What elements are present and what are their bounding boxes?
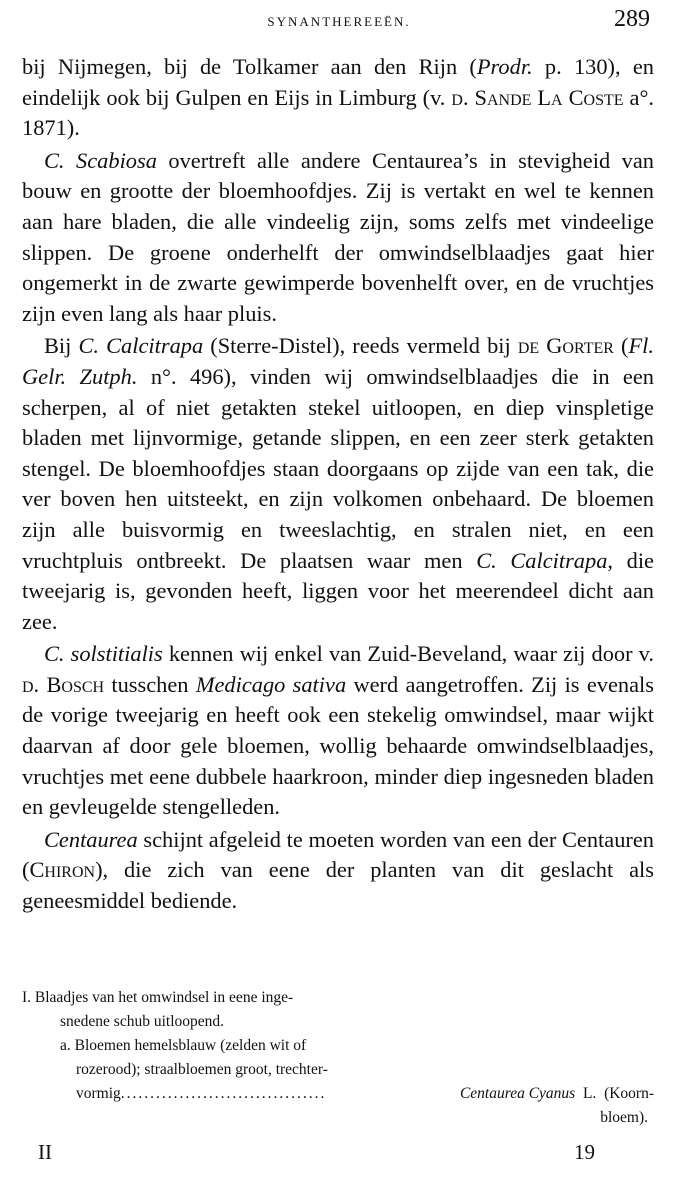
italic-text: Prodr. xyxy=(476,54,533,79)
text-run: Bij xyxy=(44,333,79,359)
common-name: (Koorn- xyxy=(604,1085,654,1102)
text-run: bij Nijmegen, bij de Tolkamer aan den Rijn ( xyxy=(22,54,477,79)
key-line-6: bloem). xyxy=(600,1109,648,1126)
key-line-2: snedene schub uitloopend. xyxy=(60,1013,225,1030)
text-run: kennen wij enkel van Zuid-Beveland, waar zij door v. xyxy=(162,641,654,667)
paragraph xyxy=(22,331,654,637)
text-run: , die tweejarig is, gevonden heeft, liggen voor het meerendeel dicht aan zee. xyxy=(22,547,654,634)
text-run: tusschen xyxy=(104,671,196,697)
italic-text: C. Calcitrapa xyxy=(78,333,204,359)
text-run: n°. 496), vinden wij omwindselblaadjes die in een scherpen, al of niet getakten stekel uitloopen, en diep vinspletige bladen met lijnvormige, getande slippen, en een zeer sterk getakten stengel. De bloemhoofdjes staan doorgaans op zijde van een tak, die ver boven hen uitsteekt, en zijn volkomen onbehaard. De bloemen zijn alle buisvormig en tweeslachtig, en stralen niet, en een vruchtpluis ontbreekt. De plaatsen waar men xyxy=(22,363,654,573)
italic-text: Centaurea xyxy=(44,826,138,852)
signature-mark: II xyxy=(38,1140,52,1164)
small-caps-text: de Gorter xyxy=(517,333,614,359)
text-run: p. 130), en eindelijk ook bij Gulpen en Eijs in Limburg (v. xyxy=(22,54,655,110)
dot-leader: ................................... xyxy=(120,1085,327,1102)
taxon-author: L. xyxy=(582,1085,597,1102)
page-number: 289 xyxy=(614,6,650,32)
determination-key xyxy=(22,986,654,1130)
italic-text: C. Scabiosa xyxy=(44,147,157,173)
running-title: SYNANTHEREEËN. xyxy=(267,14,411,29)
taxon-italic: Centaurea Cyanus xyxy=(459,1085,576,1102)
italic-text: Medicago sativa xyxy=(195,671,347,697)
taxon-name xyxy=(456,1082,654,1106)
page-header xyxy=(22,6,656,40)
italic-text: Fl. Gelr. Zutph. xyxy=(22,333,654,389)
key-line-4: rozerood); straalbloemen groot, trechter- xyxy=(76,1061,328,1078)
body-text xyxy=(22,52,654,917)
text-run: overtreft alle andere Centaurea’s in stevigheid van bouw en grootte der bloemhoofdjes. Zij is vertakt en wel te kennen aan hare bladen, die alle vindeelig zijn, soms zelfs met vindeelige slippen. De groene onderhelft der omwindselblaadjes gaat hier ongemerkt in de zwarte gewimperde bovenhelft over, en de vruchtjes zijn even lang als haar pluis. xyxy=(22,147,654,326)
italic-text: C. Calcitrapa xyxy=(476,547,608,573)
paragraph xyxy=(22,825,654,917)
paragraph xyxy=(22,52,654,144)
text-run: ), die zich van eene der planten van dit geslacht als geneesmiddel bediende. xyxy=(22,857,654,914)
small-caps-text: d. Sande La Coste xyxy=(451,84,624,110)
paragraph xyxy=(22,639,654,823)
signature-number: 19 xyxy=(574,1140,595,1164)
italic-text: C. solstitialis xyxy=(44,641,163,667)
text-run: werd aangetroffen. Zij is evenals de vorige tweejarig en heeft ook een stekelig omwindsel, maar wijkt daarvan af door gele bloemen, wollig behaarde omwindselblaadjes, vruchtjes met eene dubbele haarkroon, minder diep ingesneden bladen en gevleugelde stengelleden. xyxy=(22,671,654,820)
key-leader-word: vormig xyxy=(76,1085,121,1102)
text-run: (Sterre-Distel), reeds vermeld bij xyxy=(203,333,518,359)
text-run: a°. 1871). xyxy=(22,84,654,141)
small-caps-text: d. Bosch xyxy=(22,671,105,697)
text-run: schijnt afgeleid te moeten worden van een der Centauren ( xyxy=(22,826,654,883)
page-footer xyxy=(22,1140,656,1170)
small-caps-text: Chiron xyxy=(29,857,96,883)
key-line-5 xyxy=(22,1082,654,1106)
text-run: ( xyxy=(613,333,629,359)
key-line-3: a. Bloemen hemelsblauw (zelden wit of xyxy=(60,1037,307,1054)
paragraph xyxy=(22,146,654,330)
key-line-1: I. Blaadjes van het omwindsel in eene inge- xyxy=(22,989,294,1006)
